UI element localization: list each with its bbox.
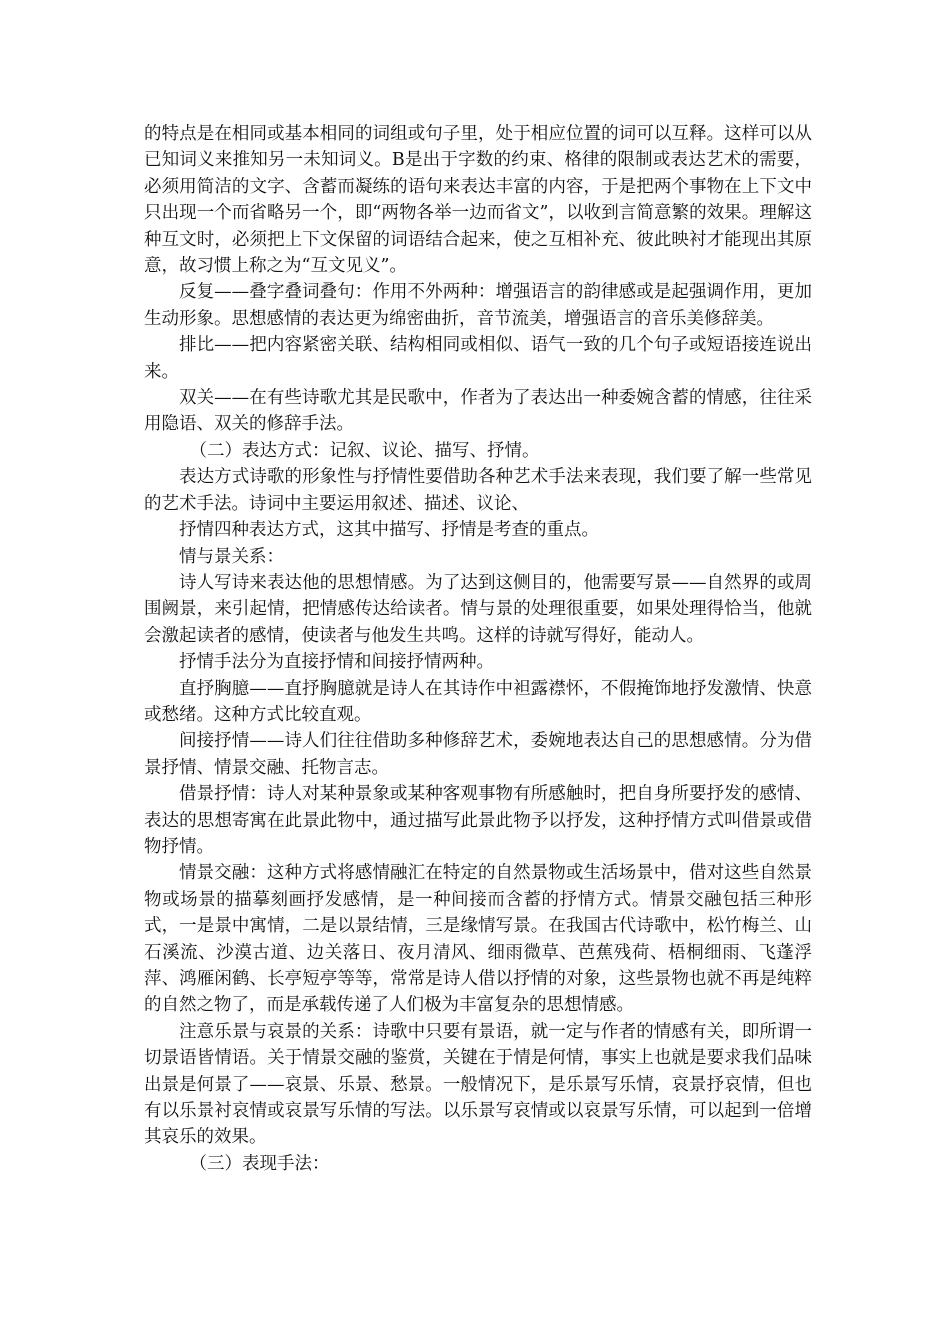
paragraph-emotion-scene-body: 诗人写诗来表达他的思想情感。为了达到这侧目的，他需要写景——自然界的或周围阙景，来引起情，把情感传达给读者。情与景的处理很重要，如果处理得恰当，他就会激起读者的感情，使读者与他发生共鸣。这样的诗就写得好，能动人。 [144, 572, 812, 646]
paragraph-joy-sorrow-scene: 注意乐景与哀景的关系：诗歌中只要有景语，就一定与作者的情感有关，即所谓一切景语皆情语。关于情景交融的鉴赏，关键在于情是何情，事实上也就是要求我们品味出景是何景了——哀景、乐景、愁景。一般情况下，是乐景写乐情，哀景抒哀情，但也有以乐景衬哀情或哀景写乐情的写法。以乐景写哀情或以哀景写乐情，可以起到一倍增其哀乐的效果。 [144, 1021, 812, 1148]
paragraph-lyric-methods: 抒情手法分为直接抒情和间接抒情两种。 [179, 652, 494, 673]
section-heading-techniques: （三）表现手法： [189, 1153, 330, 1174]
paragraph-fan-fu: 反复——叠字叠词叠句：作用不外两种：增强语言的韵律感或是起强调作用，更加生动形象。思想感情的表达更为绵密曲折，音节流美，增强语言的音乐美修辞美。 [144, 282, 812, 329]
paragraph-borrow-scene: 借景抒情：诗人对某种景象或某种客观事物有所感触时，把自身所要抒发的感情、表达的思想寄寓在此景此物中，通过描写此景此物予以抒发，这种抒情方式叫借景或借物抒情。 [144, 784, 812, 857]
paragraph-four-expression-modes: 抒情四种表达方式，这其中描写、抒情是考查的重点。 [179, 520, 599, 541]
paragraph-hu-wen-continued: 的特点是在相同或基本相同的词组或句子里，处于相应位置的词可以互释。这样可以从已知词义来推知另一未知词义。B是出于字数的约束、格律的限制或表达艺术的需要，必须用简洁的文字、含蓄而凝练的语句来表达丰富的内容，于是把两个事物在上下文中只出现一个而省略另一个，即“两物各举一边而省文”，以收到言简意繁的效果。理解这种互文时，必须把上下文保留的词语结合起来，使之互相补充、彼此映衬才能现出其原意，故习惯上称之为“互文见义”。 [144, 124, 812, 277]
paragraph-pai-bi: 排比——把内容紧密关联、结构相同或相似、语气一致的几个句子或短语接连说出来。 [144, 335, 812, 382]
paragraph-shuang-guan: 双关——在有些诗歌尤其是民歌中，作者为了表达出一种委婉含蓄的情感，往往采用隐语、双关的修辞手法。 [144, 388, 812, 435]
paragraph-direct-lyric: 直抒胸臆——直抒胸臆就是诗人在其诗作中袒露襟怀，不假掩饰地抒发激情、快意或愁绪。这种方式比较直观。 [144, 678, 812, 725]
section-heading-expression-modes: （二）表达方式：记叙、议论、描写、抒情。 [189, 440, 540, 461]
paragraph-expression-intro: 表达方式诗歌的形象性与抒情性要借助各种艺术手法来表现，我们要了解一些常见的艺术手法。诗词中主要运用叙述、描述、议论、 [144, 467, 812, 514]
paragraph-emotion-scene-label: 情与景关系： [179, 546, 284, 567]
document-body [144, 121, 812, 1177]
paragraph-indirect-lyric: 间接抒情——诗人们往往借助多种修辞艺术，委婉地表达自己的思想感情。分为借景抒情、情景交融、托物言志。 [144, 731, 812, 778]
paragraph-scene-blend: 情景交融：这种方式将感情融汇在特定的自然景物或生活场景中，借对这些自然景物或场景的描摹刻画抒发感情，是一种间接而含蓄的抒情方式。情景交融包括三种形式，一是景中寓情，二是以景结情，三是缘情写景。在我国古代诗歌中，松竹梅兰、山石溪流、沙漠古道、边关落日、夜月清风、细雨微草、芭蕉残荷、梧桐细雨、飞蓬浮萍、鸿雁闲鹤、长亭短亭等等，常常是诗人借以抒情的对象，这些景物也就不再是纯粹的自然之物了，而是承载传递了人们极为丰富复杂的思想情感。 [144, 863, 812, 1016]
